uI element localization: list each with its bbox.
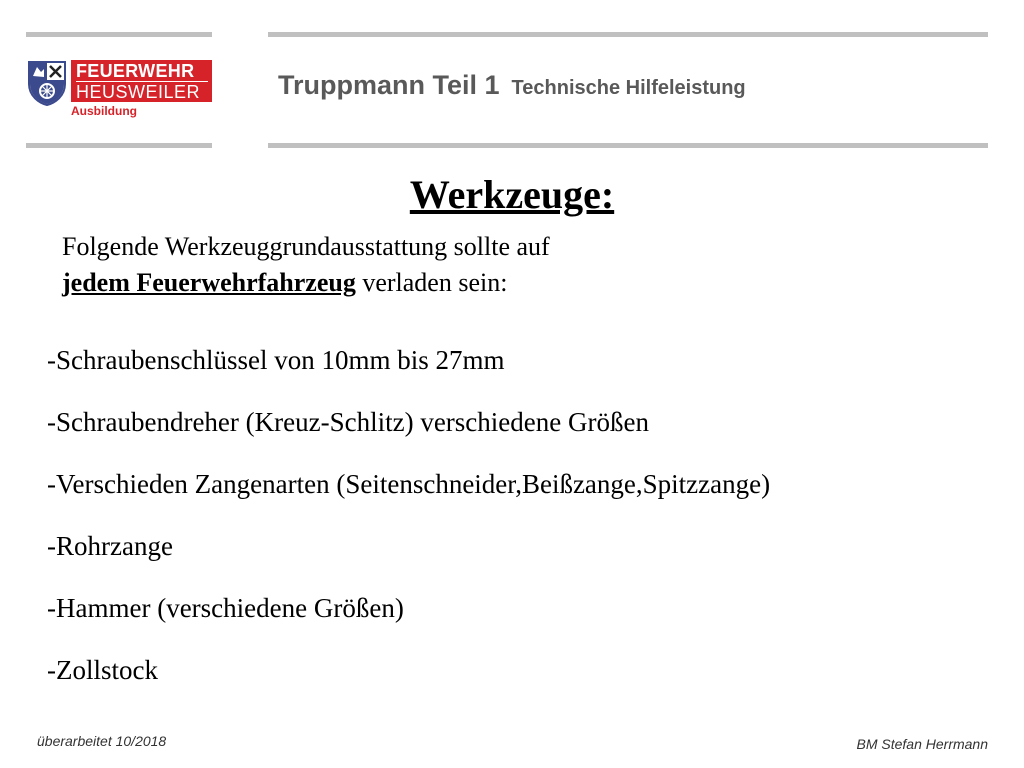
header-rule-right-top xyxy=(268,32,988,37)
list-item: -Schraubendreher (Kreuz-Schlitz) verschiedene Größen xyxy=(47,407,649,437)
intro-emphasis: jedem Feuerwehrfahrzeug xyxy=(62,268,356,297)
slide-title: Werkzeuge: xyxy=(409,172,615,217)
list-item: -Rohrzange xyxy=(47,531,173,561)
intro-text xyxy=(62,229,962,301)
list-item: -Hammer (verschiedene Größen) xyxy=(47,593,404,623)
footer-left: überarbeitet 10/2018 xyxy=(37,733,167,749)
footer-right: BM Stefan Herrmann xyxy=(856,736,988,752)
header-rule-left-bottom xyxy=(26,143,212,148)
logo-line-2: HEUSWEILER xyxy=(76,82,201,102)
list-item: -Verschieden Zangenarten (Seitenschneider,Beißzange,Spitzzange) xyxy=(47,469,771,499)
coat-of-arms-icon xyxy=(27,60,67,106)
feuerwehr-logo xyxy=(27,58,212,126)
intro-line-2-rest: verladen sein: xyxy=(355,268,508,297)
header-title-block xyxy=(278,70,746,101)
logo-line-3: Ausbildung xyxy=(71,104,137,118)
tool-list xyxy=(47,340,770,712)
header-subtitle: Technische Hilfeleistung xyxy=(511,77,746,99)
list-item: -Schraubenschlüssel von 10mm bis 27mm xyxy=(47,345,505,375)
header-title: Truppmann Teil 1 xyxy=(278,70,500,100)
list-item: -Zollstock xyxy=(47,655,158,685)
intro-line-2 xyxy=(62,265,962,301)
logo-line-1: FEUERWEHR xyxy=(76,61,195,81)
intro-line-1: Folgende Werkzeuggrundausstattung sollte auf xyxy=(62,232,550,261)
header-rule-left-top xyxy=(26,32,212,37)
header-rule-right-bottom xyxy=(268,143,988,148)
